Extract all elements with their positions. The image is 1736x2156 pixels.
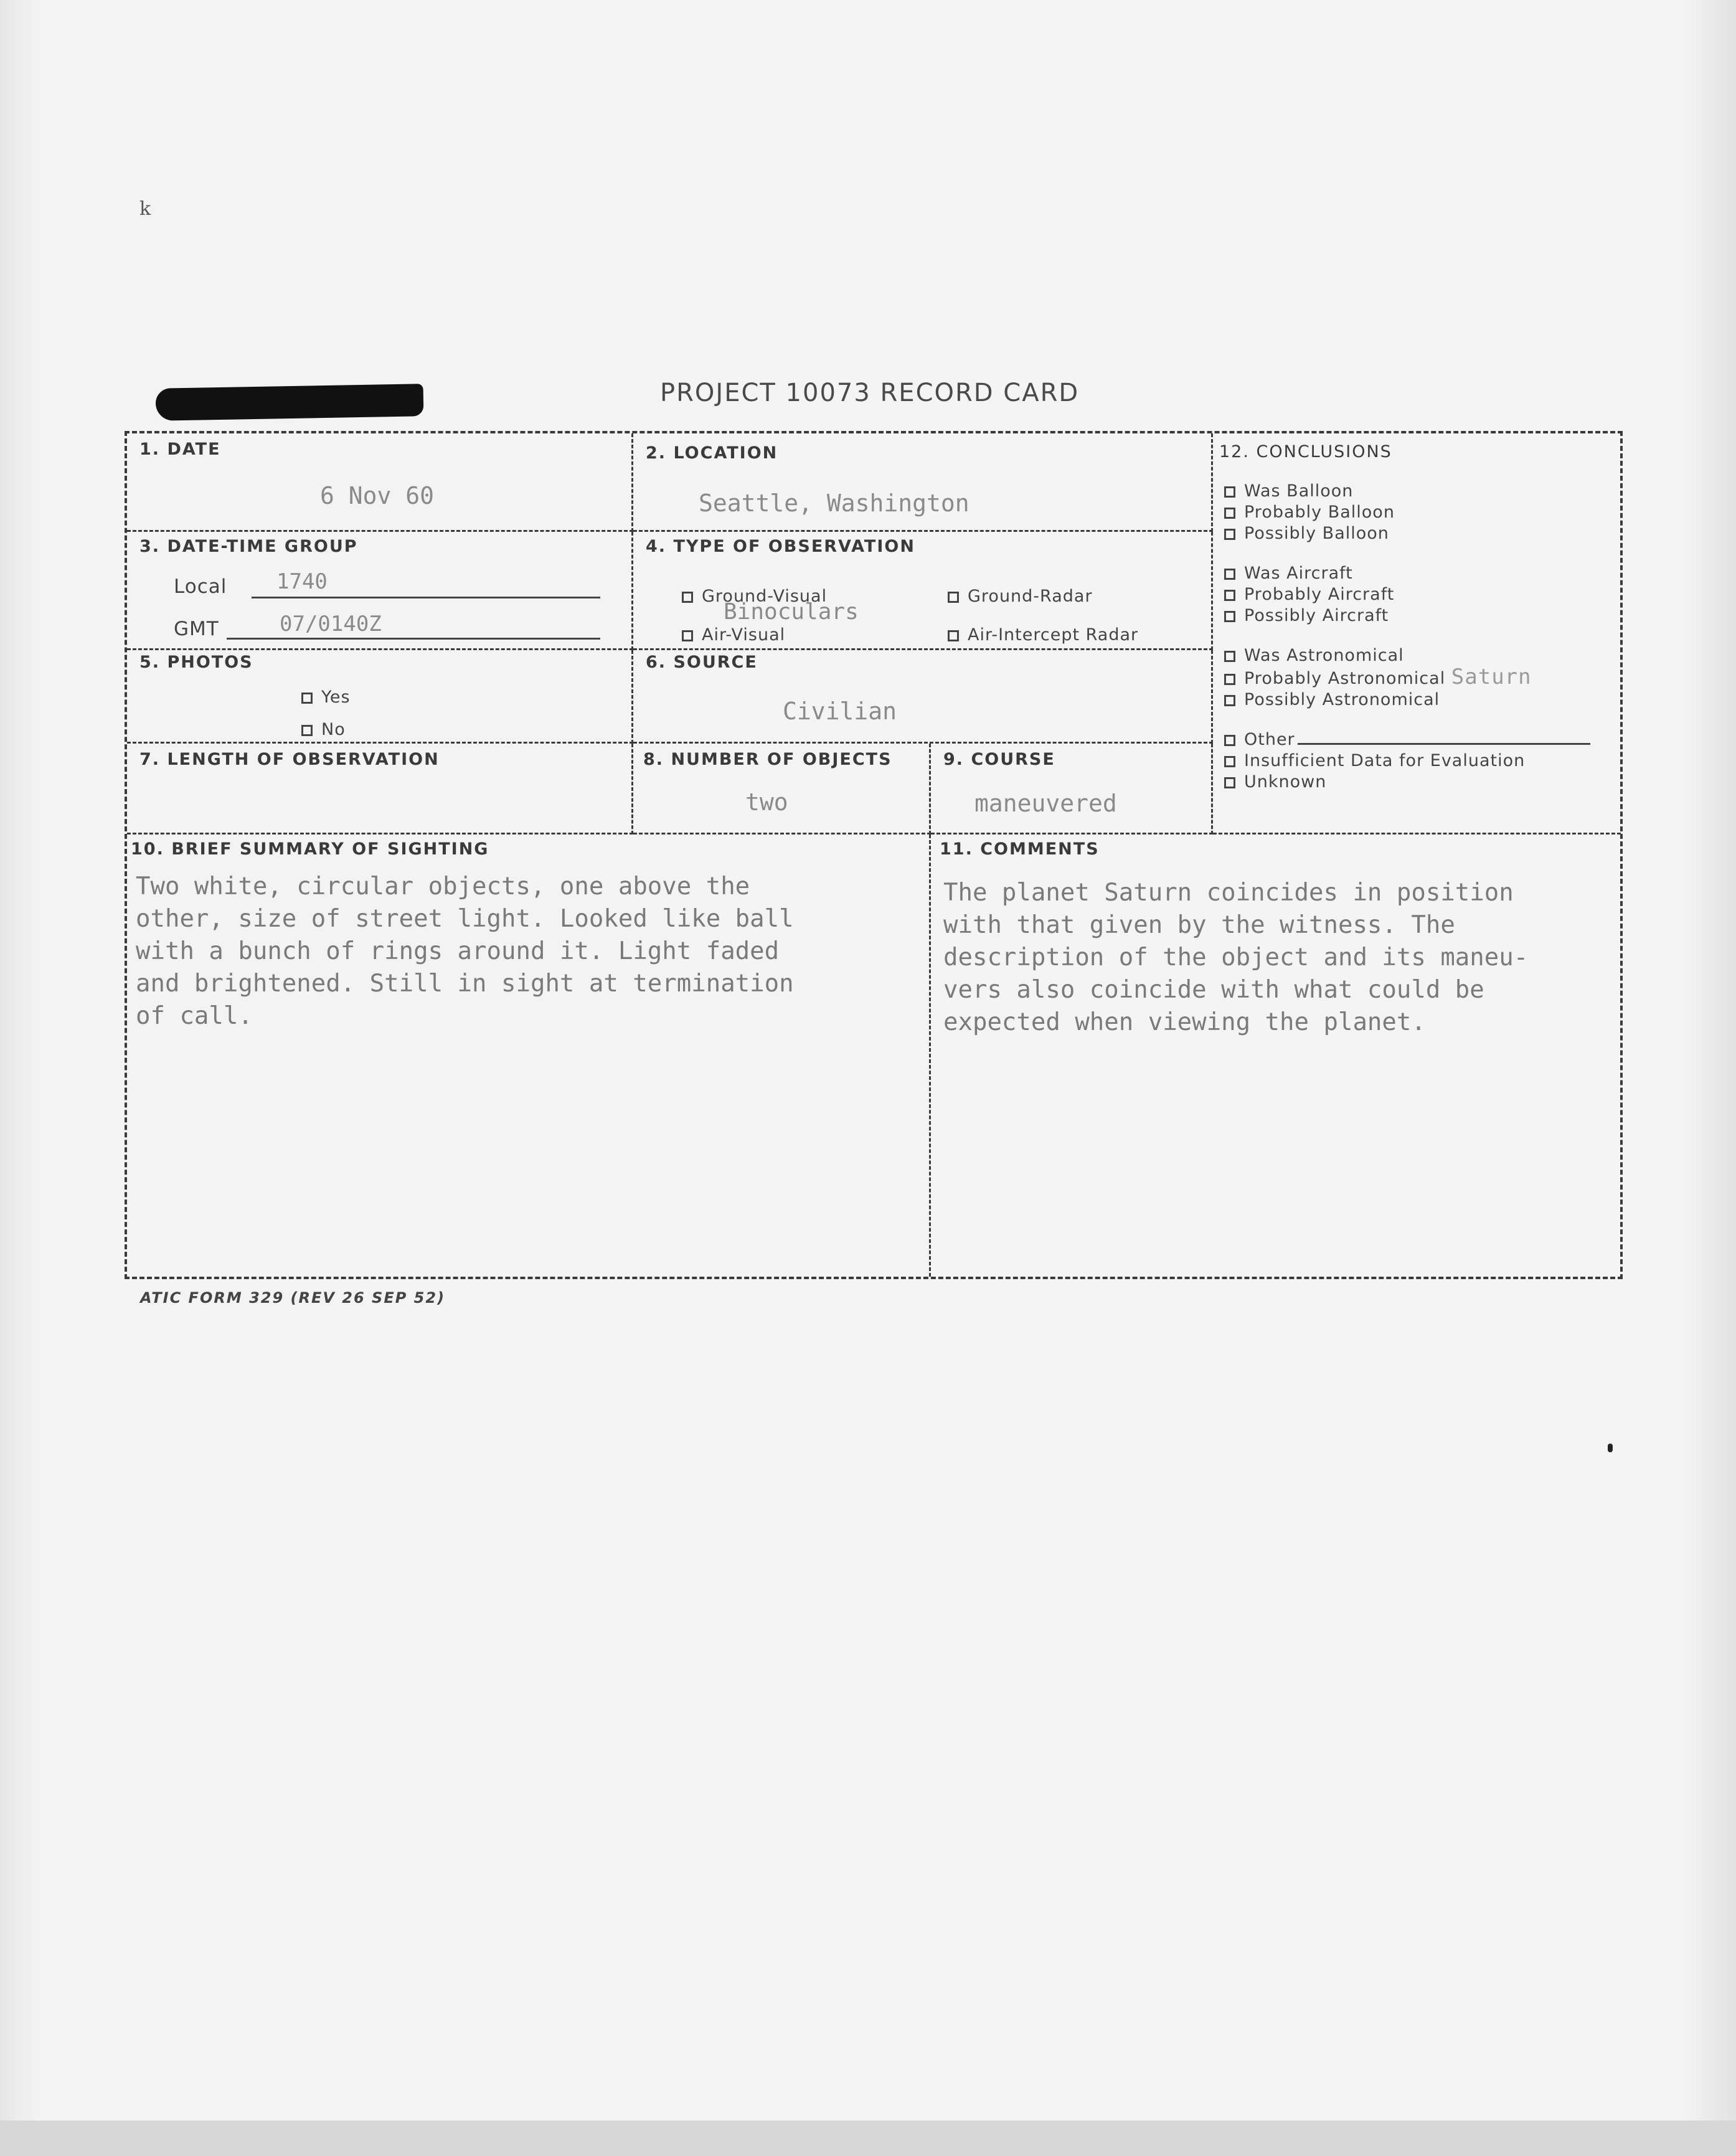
type-of-observation-label: 4. TYPE OF OBSERVATION: [646, 537, 915, 556]
length-of-observation-label: 7. LENGTH OF OBSERVATION: [139, 750, 440, 769]
local-label: Local: [174, 575, 227, 598]
checkbox-icon: [1224, 590, 1235, 601]
checkbox-icon: [1224, 611, 1235, 622]
checkbox-icon: [682, 630, 693, 641]
local-value: 1740: [276, 569, 328, 594]
checkbox-icon: [1224, 651, 1235, 662]
dtg-label: 3. DATE-TIME GROUP: [139, 537, 358, 556]
checkbox-icon: [301, 693, 313, 704]
option-ground-radar-label: Ground-Radar: [968, 587, 1093, 606]
comments-label: 11. COMMENTS: [940, 839, 1100, 859]
conclusion-label: Probably Astronomical: [1244, 669, 1446, 688]
checkbox-icon: [1224, 529, 1235, 540]
conclusion-label: Probably Balloon: [1244, 503, 1395, 522]
cell-photos: [127, 650, 633, 744]
conclusion-label: Other: [1244, 730, 1295, 749]
source-label: 6. SOURCE: [646, 653, 758, 672]
checkbox-icon: [1224, 735, 1235, 746]
record-card: [125, 431, 1623, 1279]
conclusions-list: [1224, 481, 1590, 793]
option-photos-no: [301, 720, 346, 739]
conclusion-possibly-balloon: [1224, 523, 1590, 544]
corner-mark: k: [139, 198, 151, 220]
cell-date: [127, 433, 633, 532]
conclusion-typed-note: Saturn: [1451, 664, 1532, 689]
card-title: PROJECT 10073 RECORD CARD: [660, 379, 1080, 407]
option-photos-no-label: No: [321, 720, 346, 739]
conclusion-label: Unknown: [1244, 772, 1327, 792]
conclusion-label: Was Balloon: [1244, 481, 1354, 501]
conclusion-label: Insufficient Data for Evaluation: [1244, 751, 1526, 770]
conclusion-label: Possibly Astronomical: [1244, 690, 1440, 709]
comments-line: The planet Saturn coincides in position: [943, 879, 1514, 907]
checkbox-icon: [682, 592, 693, 603]
summary-line: other, size of street light. Looked like ball: [136, 905, 794, 933]
other-underline: [1298, 743, 1590, 745]
option-air-visual: [682, 625, 785, 645]
checkbox-icon: [1224, 695, 1235, 706]
checkbox-icon: [1224, 777, 1235, 788]
option-ground-visual-label: Ground-Visual: [702, 587, 828, 606]
option-photos-yes-label: Yes: [321, 688, 351, 707]
option-air-intercept-radar: [948, 625, 1138, 645]
conclusion-probably-aircraft: [1224, 584, 1590, 605]
checkbox-icon: [948, 630, 959, 641]
conclusion-label: Was Aircraft: [1244, 564, 1353, 583]
option-air-intercept-radar-label: Air-Intercept Radar: [968, 625, 1139, 645]
cell-source: [633, 650, 1213, 744]
redaction-bar: [156, 384, 424, 420]
option-air-visual-label: Air-Visual: [702, 625, 786, 645]
number-of-objects-label: 8. NUMBER OF OBJECTS: [643, 750, 892, 769]
conclusion-label: Was Astronomical: [1244, 646, 1404, 665]
cell-summary: [127, 835, 931, 1277]
gmt-underline: [227, 638, 600, 640]
summary-line: of call.: [136, 1002, 253, 1030]
conclusion-was-balloon: [1224, 481, 1590, 502]
checkbox-icon: [301, 725, 313, 736]
summary-label: 10. BRIEF SUMMARY OF SIGHTING: [131, 839, 489, 859]
conclusion-probably-astronomical: [1224, 666, 1590, 689]
comments-line: description of the object and its maneu-: [943, 943, 1529, 972]
cell-number-of-objects: [633, 744, 931, 835]
conclusion-other: [1224, 729, 1590, 750]
option-ground-radar: [948, 587, 1093, 606]
cell-comments: [931, 835, 1621, 1277]
conclusion-probably-balloon: [1224, 502, 1590, 523]
location-label: 2. LOCATION: [646, 443, 778, 463]
comments-text: [943, 877, 1528, 1039]
course-label: 9. COURSE: [943, 750, 1055, 769]
summary-line: and brightened. Still in sight at termination: [136, 970, 794, 998]
comments-line: vers also coincide with what could be: [943, 976, 1484, 1004]
gmt-label: GMT: [174, 618, 219, 640]
conclusions-label: 12. CONCLUSIONS: [1219, 442, 1392, 461]
cell-conclusions: [1213, 433, 1621, 835]
checkbox-icon: [948, 592, 959, 603]
scan-bottom-band: [0, 2121, 1736, 2156]
checkbox-icon: [1224, 674, 1235, 685]
conclusion-label: Possibly Balloon: [1244, 524, 1389, 543]
source-value: Civilian: [783, 697, 897, 725]
cell-location: [633, 433, 1213, 532]
checkbox-icon: [1224, 508, 1235, 519]
summary-line: Two white, circular objects, one above the: [136, 872, 750, 901]
conclusion-was-aircraft: [1224, 563, 1590, 584]
cell-length-of-observation: [127, 744, 633, 835]
local-underline: [252, 597, 600, 598]
number-of-objects-value: two: [745, 788, 788, 816]
option-photos-yes: [301, 688, 351, 707]
cell-date-time-group: [127, 532, 633, 650]
location-value: Seattle, Washington: [699, 489, 969, 517]
checkbox-icon: [1224, 569, 1235, 580]
date-value: 6 Nov 60: [320, 482, 435, 509]
comments-line: expected when viewing the planet.: [943, 1008, 1426, 1036]
scan-speck: [1608, 1444, 1613, 1452]
summary-text: [136, 871, 794, 1033]
observation-typed-note: Binoculars: [724, 599, 859, 625]
conclusion-possibly-aircraft: [1224, 605, 1590, 626]
summary-line: with a bunch of rings around it. Light faded: [136, 937, 780, 965]
conclusion-was-astronomical: [1224, 645, 1590, 666]
conclusion-label: Probably Aircraft: [1244, 585, 1395, 604]
course-value: maneuvered: [974, 790, 1117, 817]
comments-line: with that given by the witness. The: [943, 911, 1455, 939]
cell-type-of-observation: [633, 532, 1213, 650]
conclusion-insufficient-data: [1224, 750, 1590, 772]
conclusion-possibly-astronomical: [1224, 689, 1590, 711]
checkbox-icon: [1224, 756, 1235, 767]
conclusion-unknown: [1224, 772, 1590, 793]
photos-label: 5. PHOTOS: [139, 653, 253, 672]
date-label: 1. DATE: [139, 440, 221, 459]
cell-course: [931, 744, 1213, 835]
checkbox-icon: [1224, 486, 1235, 498]
form-footer: ATIC FORM 329 (REV 26 SEP 52): [140, 1289, 446, 1307]
gmt-value: 07/0140Z: [280, 612, 382, 636]
conclusion-label: Possibly Aircraft: [1244, 606, 1389, 625]
